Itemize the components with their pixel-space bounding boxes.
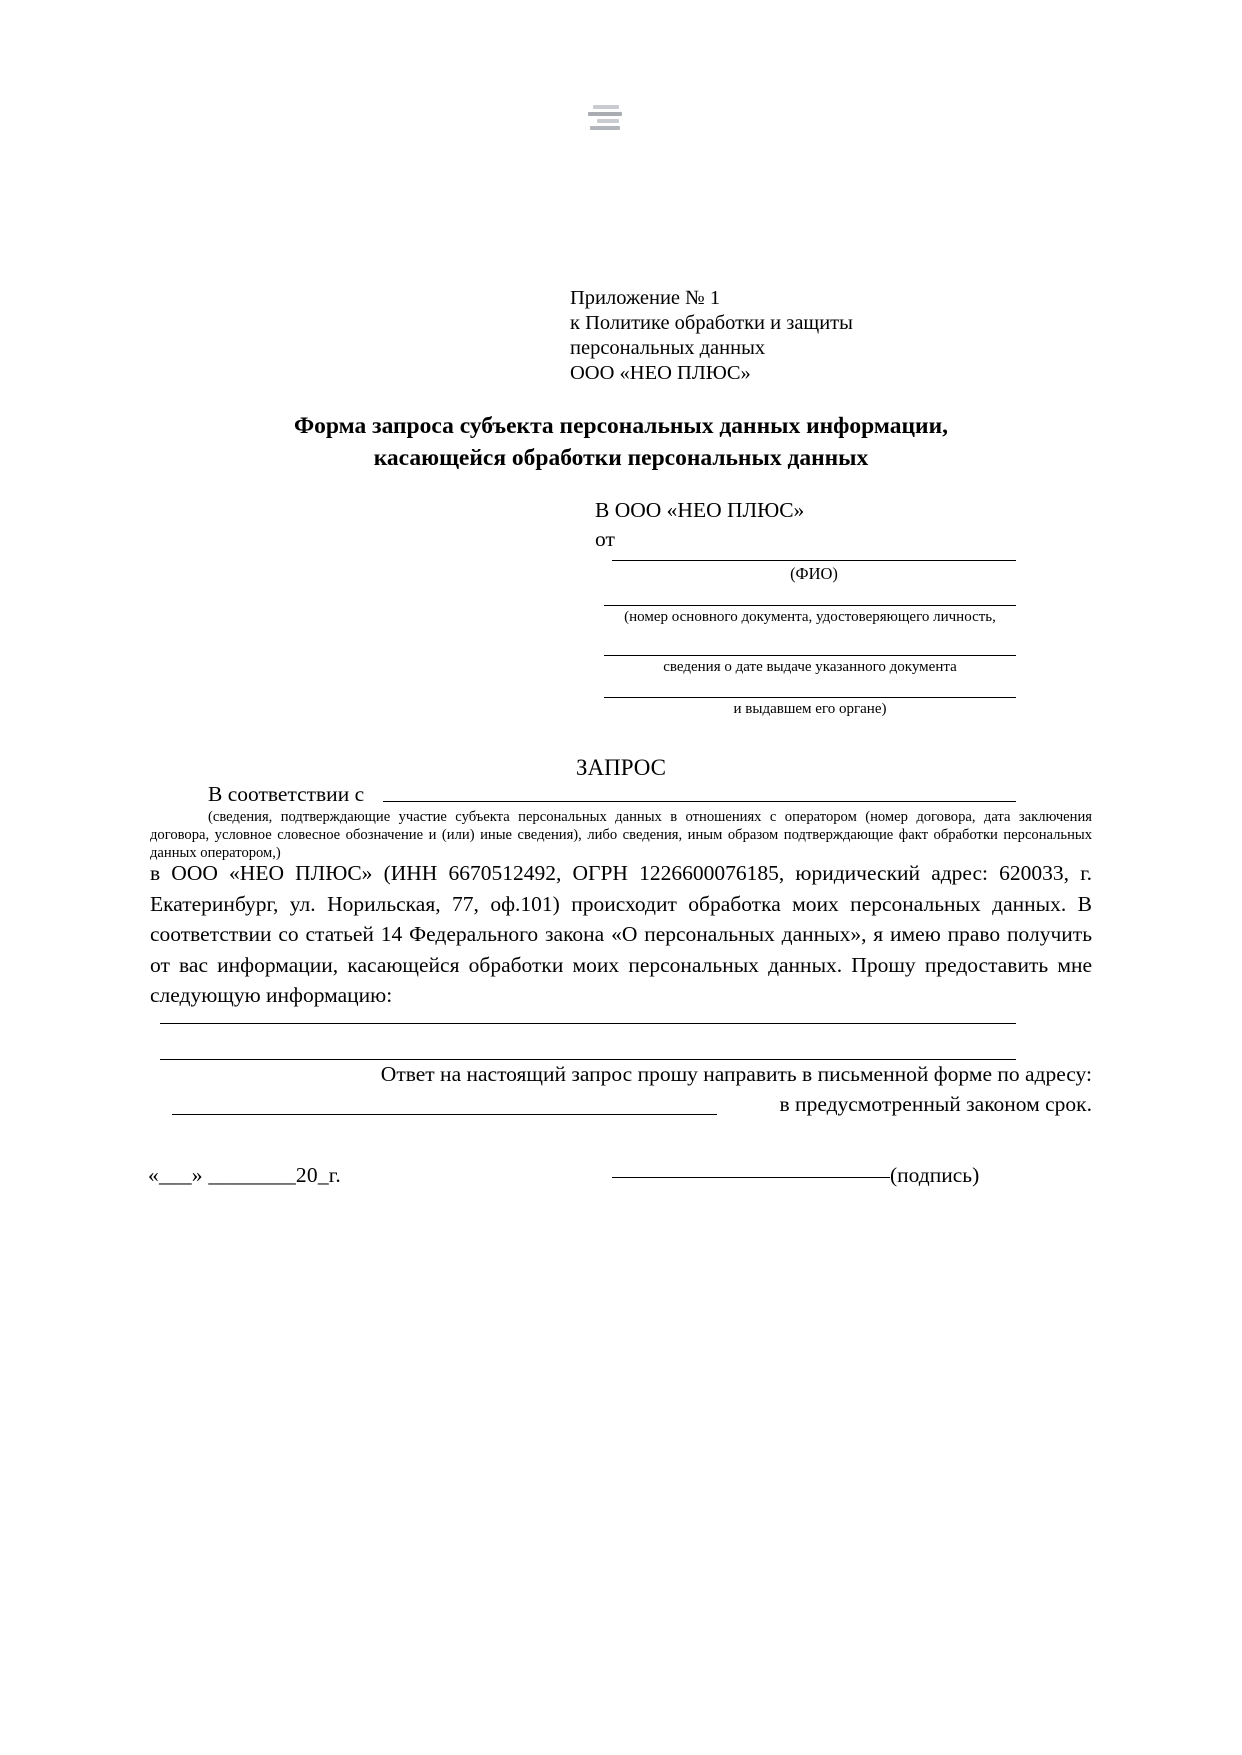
body-paragraph: в ООО «НЕО ПЛЮС» (ИНН 6670512492, ОГРН 1226600076185, юридический адрес: 620033, г. Екатеринбург, ул. Норильская, 77, оф.101) происходит обработка моих персональных данных. В соответствии со статьей 14 Федерального закона «О персональных данных», я имею право получить от вас информации, касающейся обработки моих персональных данных. Прошу предоставить мне следующую информацию: — [150, 861, 1092, 1007]
signature-field[interactable] — [612, 1163, 979, 1188]
answer-request-text: Ответ на настоящий запрос прошу направить в письменной форме по адресу: — [380, 1062, 1092, 1086]
document-number-field-caption: (номер основного документа, удостоверяющего личность, — [624, 609, 996, 625]
appendix-line-3: персональных данных — [570, 337, 766, 359]
signature-rule[interactable] — [612, 1177, 890, 1178]
fineprint-note — [150, 808, 1092, 862]
information-field-rule-1[interactable] — [160, 1023, 1016, 1024]
from-label: от — [595, 527, 615, 551]
appendix-line-2: к Политике обработки и защиты — [570, 312, 853, 334]
document-number-field-rule[interactable] — [604, 605, 1016, 606]
fio-field-rule[interactable] — [612, 560, 1016, 561]
page-title-line-2: касающейся обработки персональных данных — [373, 445, 869, 471]
fio-field-caption: (ФИО) — [790, 564, 838, 583]
addressee-text: В ООО «НЕО ПЛЮС» — [595, 498, 805, 522]
signature-caption: (подпись) — [890, 1163, 980, 1187]
document-authority-field-rule[interactable] — [604, 697, 1016, 698]
in-accordance-field-rule[interactable] — [383, 801, 1016, 802]
date-field[interactable]: «___» ________20_г. — [148, 1163, 341, 1187]
document-authority-field-caption: и выдавшем его органе) — [733, 701, 887, 717]
document-date-field-caption: сведения о дате выдаче указанного документа — [663, 659, 957, 675]
appendix-line-4: ООО «НЕО ПЛЮС» — [570, 362, 751, 384]
in-accordance-label: В соответствии с — [208, 782, 365, 806]
information-field-rule-2[interactable] — [160, 1059, 1016, 1060]
request-heading: ЗАПРОС — [575, 755, 667, 780]
page-title — [150, 410, 1092, 474]
appendix-block — [570, 286, 950, 386]
fineprint-text: (сведения, подтверждающие участие субъекта персональных данных в отношениях с оператором (номер договора, дата заключения договора, условное словесное обозначение и (или) иные сведения), либо сведения, иным образом подтверждающие факт обработки персональных данных оператором,) — [150, 809, 1092, 861]
page-title-line-1: Форма запроса субъекта персональных данных информации, — [294, 413, 948, 439]
appendix-line-1: Приложение № 1 — [570, 287, 721, 309]
document-date-field-rule[interactable] — [604, 655, 1016, 656]
answer-tail-text: в предусмотренный законом срок. — [779, 1092, 1092, 1116]
company-logo-icon — [585, 105, 625, 133]
